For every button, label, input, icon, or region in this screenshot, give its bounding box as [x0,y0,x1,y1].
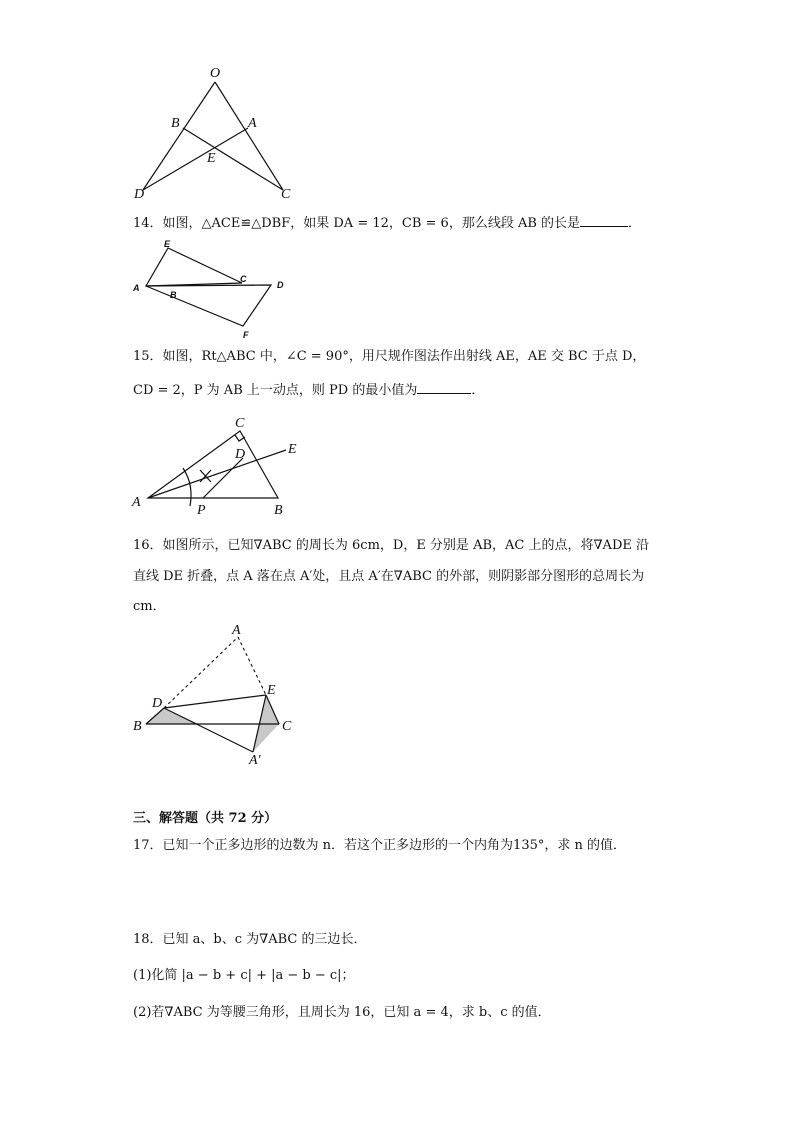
label-F: F [243,330,249,340]
label-E: E [288,442,297,457]
q14-answer-blank [580,213,628,227]
label-C: C [240,274,247,284]
question-15-line1: 15．如图，Rt△ABC 中，∠C = 90°，用尺规作图法作出射线 AE，AE 交 BC 于点 D， [133,349,646,364]
question-15-line2 [133,380,484,400]
q15-text: CD = 2，P 为 AB 上一动点，则 PD 的最小值为 [133,383,418,398]
label-A: A [132,495,141,510]
label-E: E [164,239,171,249]
question-18-part1: (1)化简 |a − b + c| + |a − b − c|； [133,968,355,983]
label-D: D [277,280,284,290]
label-B: B [133,719,142,734]
label-B: B [171,116,180,131]
q15-text-end: ． [471,383,485,398]
label-A: A [248,116,257,131]
label-A-prime: A′ [249,753,261,768]
label-D: D [235,447,246,462]
question-16-line2: 直线 DE 折叠，点 A 落在点 A′处，且点 A′在∇ABC 的外部，则阴影部分图形的总周长为 [133,569,645,584]
label-B: B [274,503,283,518]
label-P: P [197,503,206,518]
section-heading: 三、解答题（共 72 分） [133,811,278,826]
label-B: B [170,290,177,300]
question-16-line3: cm． [133,599,166,614]
label-O: O [210,66,221,81]
q14-text-end: ． [628,216,642,231]
question-14 [133,213,641,233]
label-A: A [133,283,140,293]
figure-q16 [128,620,313,775]
question-16-line1: 16．如图所示，已知∇ABC 的周长为 6cm，D，E 分别是 AB，AC 上的点，将∇ADE 沿 [133,538,649,553]
question-17: 17．已知一个正多边形的边数为 n．若这个正多边形的一个内角为135°，求 n 的值． [133,838,626,853]
label-C: C [235,416,245,431]
label-D: D [134,187,145,202]
label-C: C [282,719,292,734]
figure-q14 [128,236,293,346]
label-E: E [207,151,216,166]
label-E: E [267,683,276,698]
label-D: D [152,696,163,711]
question-18-part2: (2)若∇ABC 为等腰三角形，且周长为 16，已知 a = 4，求 b、c 的值． [133,1005,551,1020]
label-C: C [281,187,291,202]
figure-q15 [128,410,313,520]
q14-text: 14．如图，△ACE≌△DBF，如果 DA = 12，CB = 6，那么线段 AB 的长是 [133,216,581,231]
label-A: A [232,623,241,638]
figure-q13 [128,62,298,202]
question-18-stem: 18．已知 a、b、c 为∇ABC 的三边长． [133,932,367,947]
q15-answer-blank [417,380,471,394]
